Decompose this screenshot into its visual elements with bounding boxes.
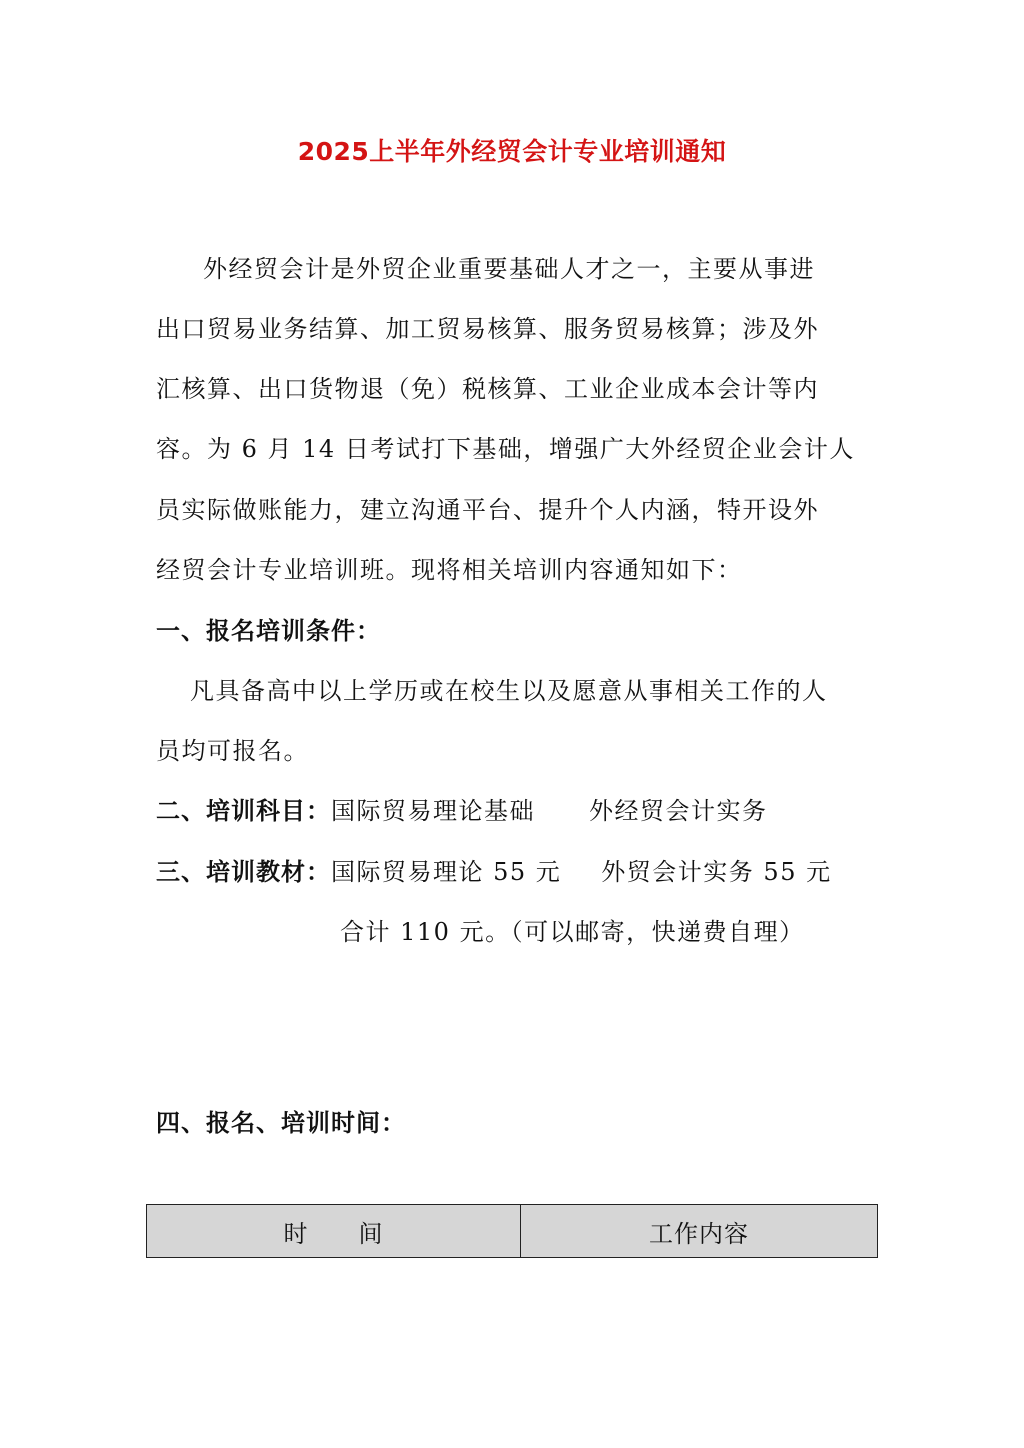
textbook-item: 外贸会计实务 55 元 [601,858,832,886]
schedule-table [146,1204,878,1258]
textbook-total: 合计 110 元。（可以邮寄，快递费自理） [340,918,805,946]
intro-line: 出口贸易业务结算、加工贸易核算、服务贸易核算；涉及外 [156,315,819,343]
section-3-row [156,852,832,892]
section-1-heading: 一、报名培训条件： [156,617,381,645]
section-2-row [156,791,768,831]
textbook-item: 国际贸易理论 55 元 [331,858,562,886]
section-1-line: 凡具备高中以上学历或在校生以及愿意从事相关工作的人 [190,677,828,705]
table-header-content: 工作内容 [649,1219,749,1248]
section-3-label: 三、培训教材： [156,858,331,886]
table-header-time: 时 间 [147,1205,521,1257]
section-4-heading: 四、报名、培训时间： [156,1109,406,1137]
intro-line: 员实际做账能力，建立沟通平台、提升个人内涵，特开设外 [156,496,819,524]
intro-line: 汇核算、出口货物退（免）税核算、工业企业成本会计等内 [156,375,819,403]
subject-item: 外经贸会计实务 [589,797,768,825]
subject-item: 国际贸易理论基础 [331,797,535,825]
section-2-label: 二、培训科目： [156,797,331,825]
intro-line: 经贸会计专业培训班。现将相关培训内容通知如下： [156,556,743,584]
intro-line: 外经贸会计是外贸企业重要基础人才之一，主要从事进 [203,255,815,283]
section-1-line: 员均可报名。 [156,737,309,765]
document-title: 2025上半年外经贸会计专业培训通知 [297,137,727,166]
intro-line: 容。为 6 月 14 日考试打下基础，增强广大外经贸企业会计人 [156,435,855,463]
